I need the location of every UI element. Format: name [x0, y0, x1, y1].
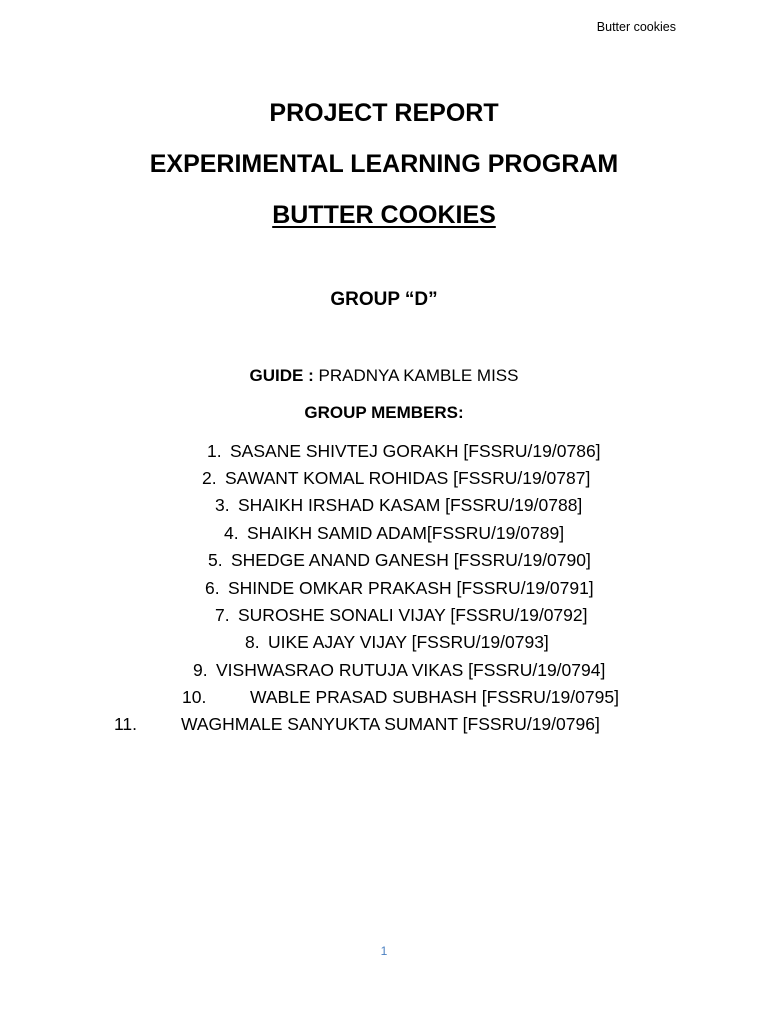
guide-label: GUIDE : [249, 366, 314, 385]
member-item [245, 631, 549, 653]
member-number: 3. [215, 495, 230, 515]
member-number: 11. [114, 714, 138, 734]
member-number: 4. [224, 523, 239, 543]
member-text: VISHWASRAO RUTUJA VIKAS [FSSRU/19/0794] [216, 660, 606, 680]
member-item [193, 659, 605, 681]
member-number: 9. [193, 660, 208, 680]
member-item [215, 494, 582, 516]
member-text: SHAIKH SAMID ADAM[FSSRU/19/0789] [247, 523, 565, 543]
guide-name: PRADNYA KAMBLE MISS [318, 366, 519, 385]
member-item [207, 440, 601, 462]
member-item [215, 604, 588, 626]
member-number: 5. [208, 550, 223, 570]
member-text: SUROSHE SONALI VIJAY [FSSRU/19/0792] [238, 605, 588, 625]
members-heading: GROUP MEMBERS: [304, 403, 464, 422]
member-number: 6. [205, 578, 220, 598]
member-number: 1. [207, 441, 222, 461]
member-number: 2. [202, 468, 217, 488]
member-text: WABLE PRASAD SUBHASH [FSSRU/19/0795] [250, 687, 619, 707]
project-name: BUTTER COOKIES [272, 201, 496, 229]
page-number: 1 [380, 944, 388, 958]
member-text: SAWANT KOMAL ROHIDAS [FSSRU/19/0787] [225, 468, 591, 488]
member-text: SHAIKH IRSHAD KASAM [FSSRU/19/0788] [238, 495, 583, 515]
guide-line [0, 365, 768, 387]
member-text: SASANE SHIVTEJ GORAKH [FSSRU/19/0786] [230, 441, 601, 461]
member-number: 10. [182, 687, 207, 707]
member-number: 8. [245, 632, 260, 652]
group-label: GROUP “D” [330, 289, 438, 310]
member-item [202, 467, 590, 489]
member-text: SHEDGE ANAND GANESH [FSSRU/19/0790] [231, 550, 591, 570]
running-header: Butter cookies [596, 20, 676, 34]
member-item [205, 577, 594, 599]
member-item [114, 713, 600, 735]
member-item [208, 549, 591, 571]
report-title: PROJECT REPORT [269, 99, 499, 127]
member-item [182, 686, 619, 708]
member-number: 7. [215, 605, 230, 625]
member-text: SHINDE OMKAR PRAKASH [FSSRU/19/0791] [228, 578, 594, 598]
member-item [224, 522, 564, 544]
member-text: UIKE AJAY VIJAY [FSSRU/19/0793] [268, 632, 549, 652]
program-title: EXPERIMENTAL LEARNING PROGRAM [149, 150, 619, 178]
member-text: WAGHMALE SANYUKTA SUMANT [FSSRU/19/0796] [181, 714, 600, 734]
